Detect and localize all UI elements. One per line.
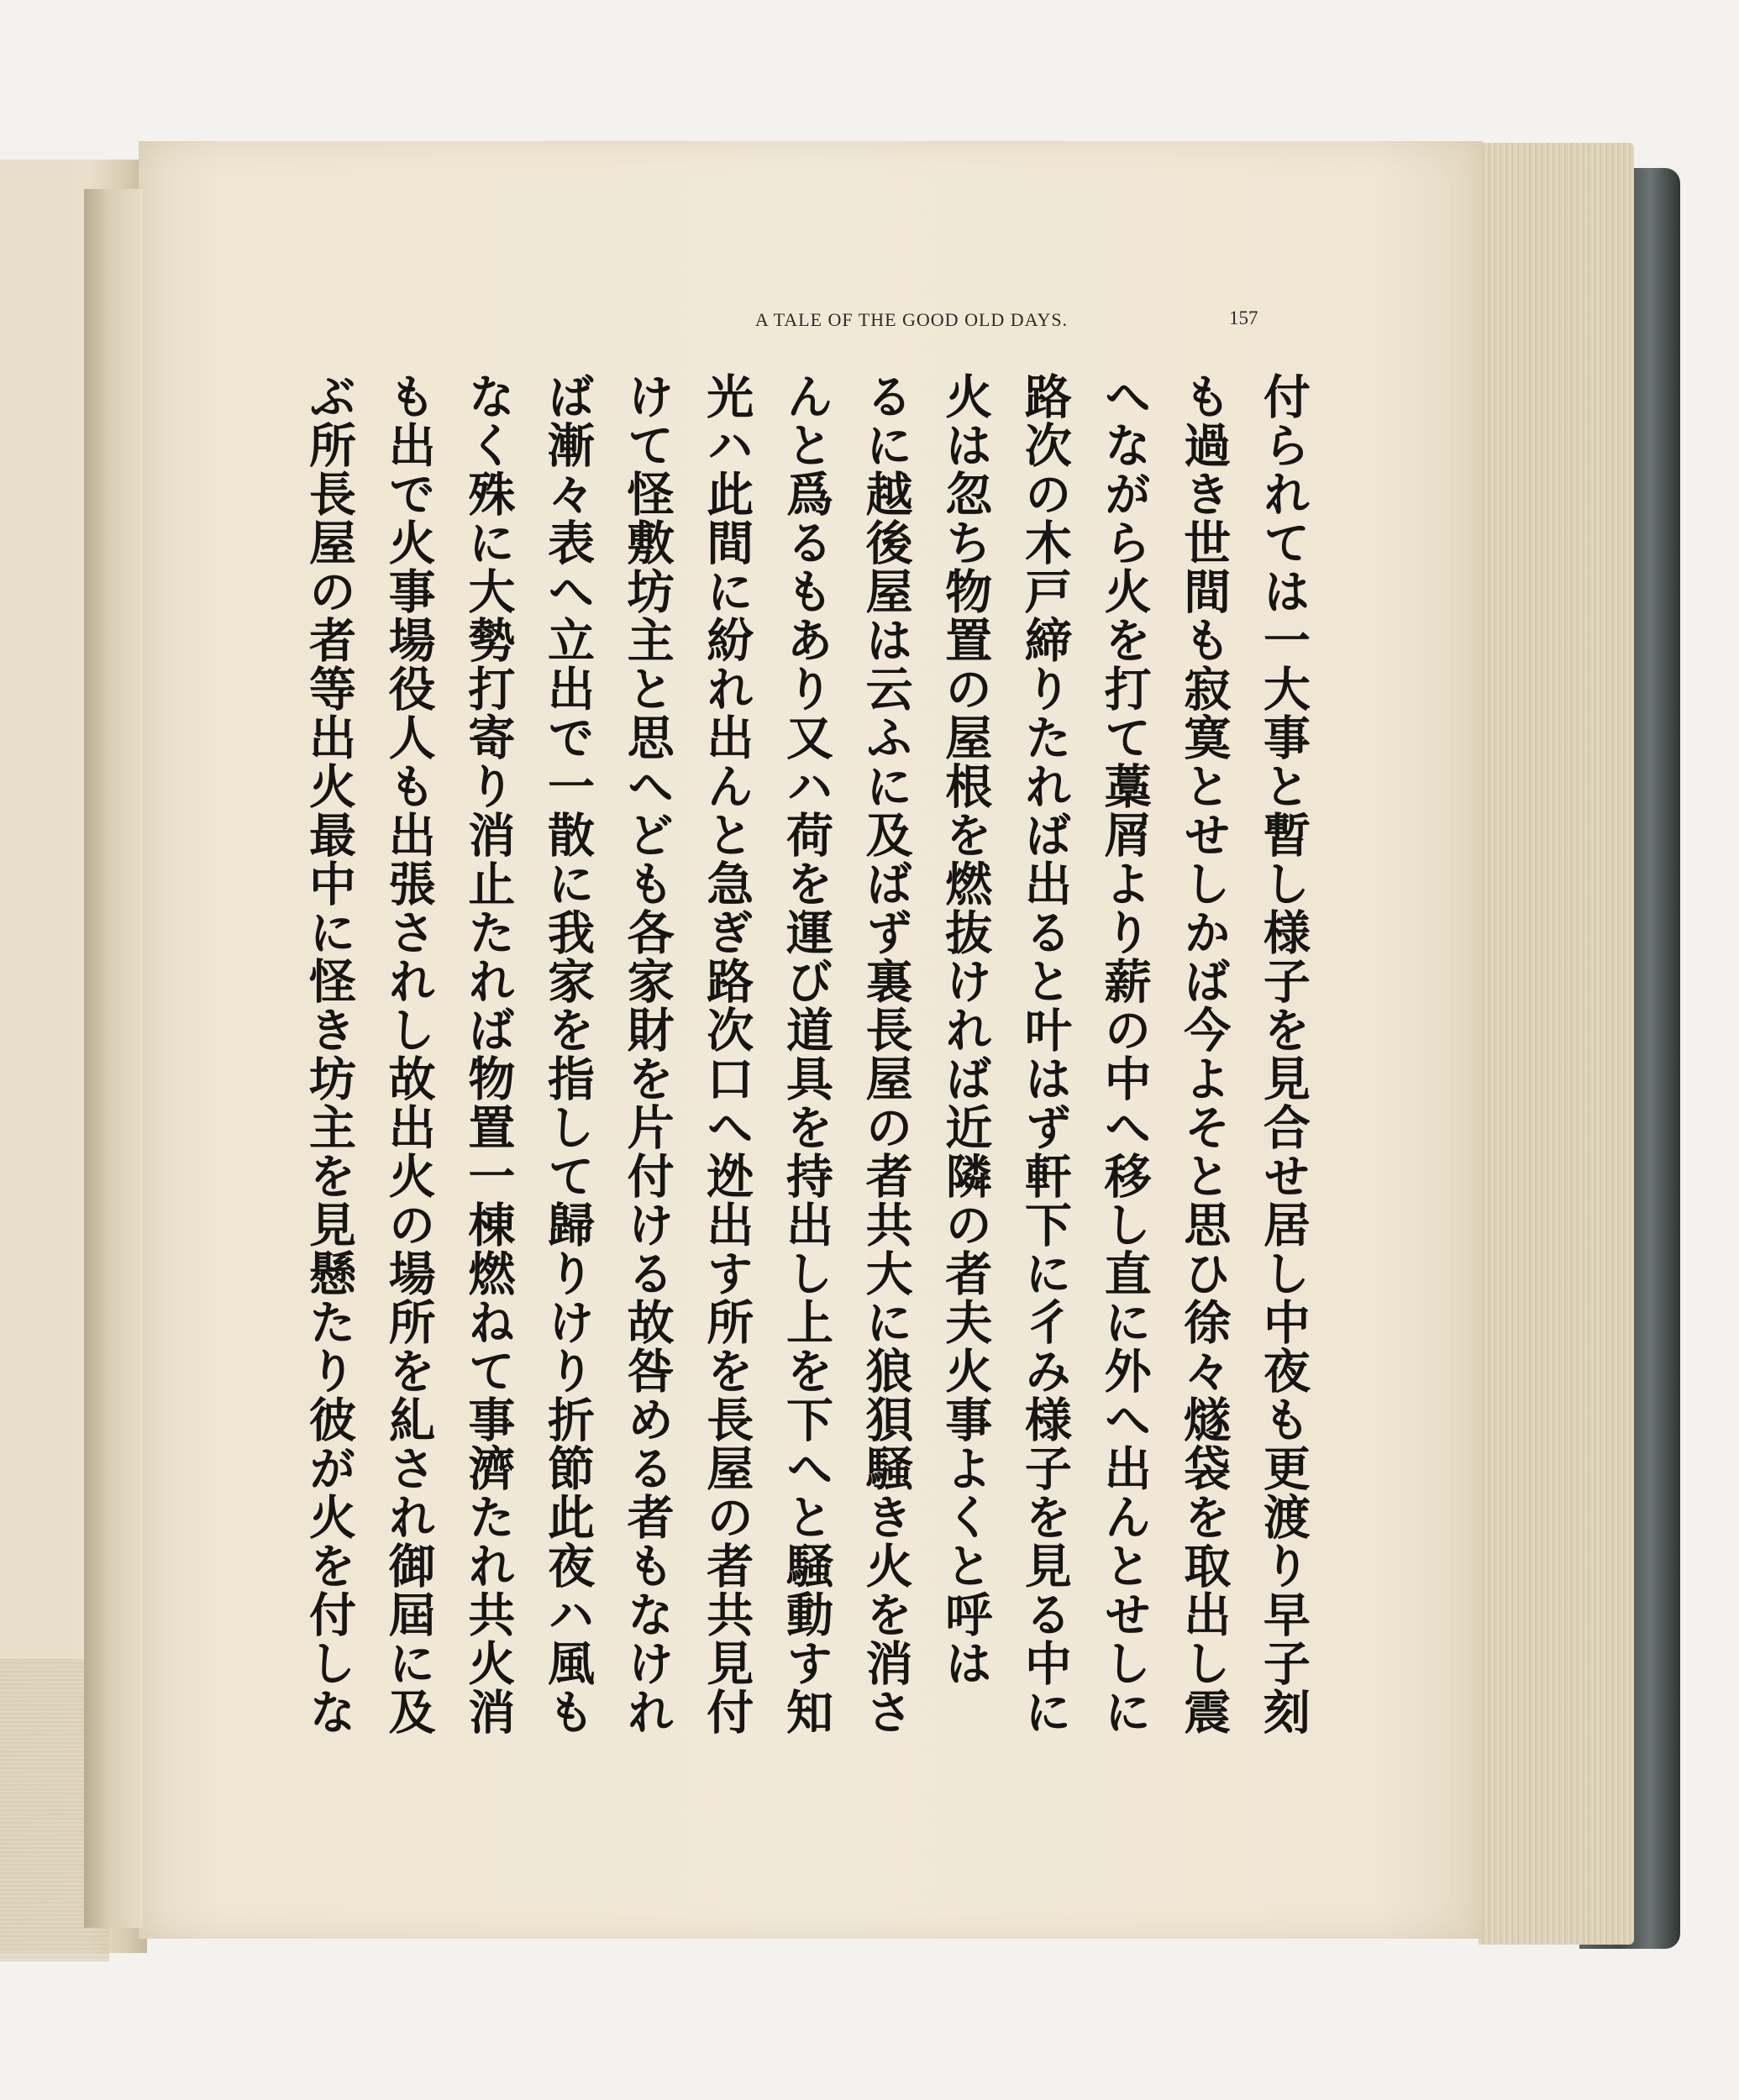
text-column: 付られては一大事と暫し様子を見合せ居し中夜も更渡り早子刻 [1255, 372, 1311, 1736]
text-column: 路次の木戸締りたれば出ると叶はず軒下に彳み様子を見る中に [1017, 372, 1073, 1736]
page-number: 157 [1229, 307, 1258, 328]
vertical-text-body [290, 372, 1323, 1767]
running-head: A TALE OF THE GOOD OLD DAYS. [754, 309, 1069, 330]
text-column: も出で火事場役人も出張されし故出火の場所を糺され御屆に及 [381, 372, 437, 1736]
page-gutter [84, 189, 143, 1928]
text-column: ぶ所長屋の者等出火最中に怪き坊主を見懸たり彼が火を付しな [302, 372, 357, 1736]
text-column: も過き世間も寂寞とせしかば今よそと思ひ徐々燧袋を取出し震 [1176, 372, 1232, 1736]
text-column: けて怪敷坊主と思へども各家財を片付ける故咎める者もなけれ [619, 372, 675, 1736]
text-column: なく殊に大勢打寄り消止たれば物置一棟燃ねて事濟たれ共火消 [460, 372, 517, 1736]
text-column: るに越後屋は云ふに及ばず裏長屋の者共大に狼狽騒き火を消さ [858, 372, 914, 1736]
text-column: ば漸々表へ立出で一散に我家を指して歸りけり折節此夜ハ風も [539, 372, 596, 1736]
text-column: んと爲るもあり又ハ荷を運び道具を持出し上を下へと騒動す知 [778, 372, 834, 1736]
text-column: 火は忽ち物置の屋根を燃抜ければ近隣の者夫火事よくと呼は [938, 372, 994, 1688]
page-edges [1479, 143, 1634, 1945]
book-page [139, 141, 1483, 1939]
text-column: 光ハ此間に紛れ出んと急ぎ路次口へ迯出す所を長屋の者共見付 [699, 372, 755, 1736]
text-column: へながら火を打て藁屑より薪の中へ移し直に外へ出んとせしに [1096, 372, 1153, 1736]
